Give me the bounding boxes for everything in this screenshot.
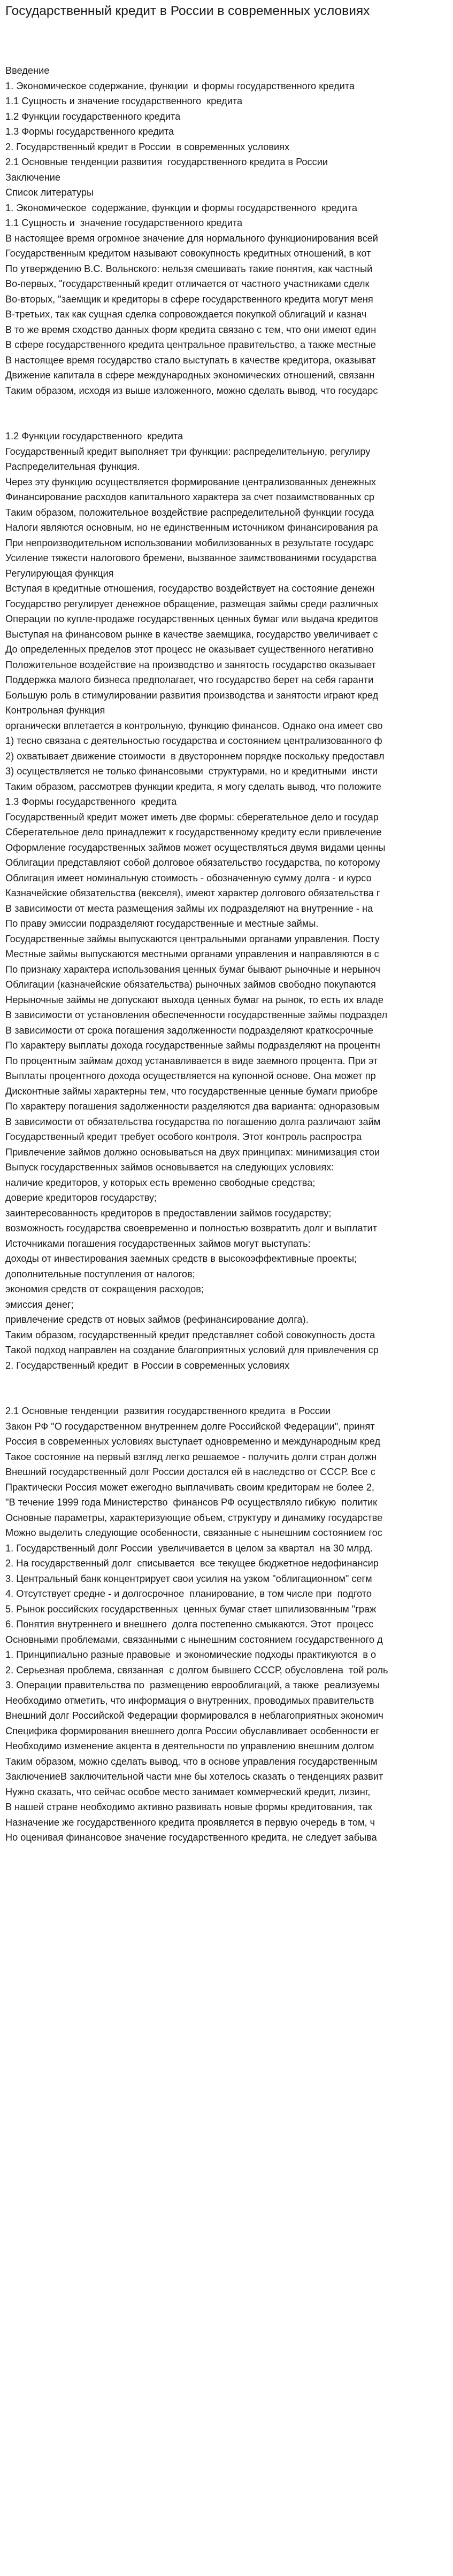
text-line: Основные параметры, характеризующие объем, структуру и динамику государстве [5,1512,383,1523]
blank-line [5,414,453,429]
text-line: Таким образом, исходя из выше изложенного, можно сделать вывод, что государс [5,385,378,396]
text-line: 2.1 Основные тенденции развития государственного кредита в России [5,1406,331,1416]
text-line: Распределительная функция. [5,461,140,472]
blank-line [5,1373,453,1388]
text-line: Операции по купле-продаже государственных ценных бумаг или выдача кредитов [5,614,378,624]
text-line: Такое состояние на первый взгляд легко решаемое - получить долги стран должн [5,1451,377,1462]
text-line: Во-первых, "государственный кредит отличается от частного участниками сделк [5,278,370,289]
text-line: Внешний долг Российской Федерации формировался в неблагоприятных экономич [5,1710,383,1721]
text-line: Государственные займы выпускаются центральными органами управления. Посту [5,933,380,944]
text-line: По признаку характера использования ценных бумаг бывают рыночные и нерыноч [5,964,380,975]
text-line: Необходимо отметить, что информация о внутренних, проводимых правительств [5,1695,374,1706]
text-line: Россия в современных условиях выступает одновременно и международным кред [5,1436,381,1447]
text-line: Необходимо изменение акцента в деятельности по управлению внешним долгом [5,1741,374,1751]
text-line: Заключение [5,172,61,183]
text-line: Назначение же государственного кредита проявляется в первую очередь в том, ч [5,1817,375,1828]
text-line: 3) осуществляется не только финансовыми структурами, но и кредитными инсти [5,766,378,777]
text-line: В зависимости от срока погашения задолженности подразделяют краткосрочные [5,1025,373,1036]
text-line: Такой подход направлен на создание благоприятных условий для привлечения ср [5,1345,379,1355]
text-line: 1. Экономическое содержание, функции и формы государственного кредита [5,80,355,91]
document-title: Государственный кредит в России в современных условиях [5,4,370,18]
text-line: 5. Рынок российских государственных ценных бумаг стает шпилизованным "граж [5,1603,377,1615]
text-line: Облигации представляют собой долговое обязательство государства, по которому [5,857,380,868]
text-line: В сфере государственного кредита центральное правительство, а также местные [5,339,376,350]
text-line: Выплаты процентного дохода осуществляется на купонной основе. Она может пр [5,1070,376,1081]
text-line: 2. Серьезная проблема, связанная с долгом бывшего СССР, обусловлена той роль [5,1664,388,1675]
text-line: Выпуск государственных займов основывается на следующих условиях: [5,1162,334,1173]
text-line: По характеру выплаты дохода государственные займы подразделяют на процентн [5,1040,380,1051]
text-line: "В течение 1999 года Министерство финансов РФ осуществляло гибкую политик [5,1497,378,1508]
text-line: Список литературы [5,187,94,198]
text-line: В настоящее время огромное значение для нормального функционирования всей [5,232,378,244]
document-body [5,63,453,1845]
text-line: Облигации (казначейские обязательства) рыночных займов свободно покупаются [5,979,376,990]
text-line: привлечение средств от новых займов (рефинансирование долга). [5,1314,309,1325]
text-line: Специфика формирования внешнего долга России обуславливает особенности ег [5,1725,380,1736]
text-line: Таким образом, можно сделать вывод, что в основе управления государственным [5,1756,378,1767]
text-line: Большую роль в стимулировании развития производства и занятости играют кред [5,689,379,701]
text-line: Поддержка малого бизнеса предполагает, что государство берет на себя гаранти [5,674,374,685]
text-line: 2. Государственный кредит в России в современных условиях [5,141,290,152]
text-line: Выступая на финансовом рынке в качестве заемщика, государство увеличивает с [5,629,378,640]
text-line: ЗаключениеВ заключительной части мне бы хотелось сказать о тенденциях развит [5,1771,383,1782]
text-line: 1. Принципиально разные правовые и экономические подходы практикуются в о [5,1649,377,1660]
text-line: 1.2 Функции государственного кредита [5,431,183,441]
text-line: Налоги являются основным, но не единственным источником финансирования ра [5,522,378,533]
text-line: По процентным займам доход устанавливается в виде заемного процента. При эт [5,1055,378,1066]
text-line: Государственный кредит может иметь две формы: сберегательное дело и государ [5,811,379,823]
text-line: Дисконтные займы характерны тем, что государственные ценные бумаги приобре [5,1085,378,1097]
text-line: 2) охватывает движение стоимости в двустороннем порядке поскольку предоставл [5,750,385,762]
text-line: Источниками погашения государственных займов могут выступать: [5,1238,311,1249]
text-line: Можно выделить следующие особенности, связанные с нынешним состоянием гос [5,1527,382,1538]
text-line: 1. Экономическое содержание, функции и формы государственного кредита [5,202,358,213]
text-line: доверие кредиторов государству; [5,1192,157,1203]
text-line: 1.2 Функции государственного кредита [5,111,181,122]
text-line: 1.3 Формы государственного кредита [5,796,177,807]
text-line: Государственный кредит требует особого контроля. Этот контроль распростра [5,1131,362,1142]
text-line: 2. На государственный долг списывается все текущее бюджетное недофинансир [5,1558,379,1569]
blank-line [5,1388,453,1404]
text-line: Нужно сказать, что сейчас особое место занимает коммерческий кредит, лизинг, [5,1786,371,1797]
text-line: При непроизводительном использовании мобилизованных в результате государс [5,537,374,548]
text-line: Оформление государственных займов может осуществляться двумя видами ценны [5,842,386,853]
text-line: Регулирующая функция [5,568,114,579]
text-line: Вступая в кредитные отношения, государство воздействует на состояние денежн [5,583,375,594]
text-line: 1. Государственный долг России увеличивается в целом за квартал на 30 млрд. [5,1542,373,1554]
text-line: Усиление тяжести налогового бремени, вызванное заимствованиями государства [5,553,377,563]
text-line: 1.1 Сущность и значение государственного кредита [5,218,243,228]
text-line: Введение [5,65,50,76]
text-line: В зависимости от обязательства государства по погашению долга различают займ [5,1116,381,1127]
text-line: Положительное воздействие на производство и занятость государство оказывает [5,659,376,670]
text-line: 1.1 Сущность и значение государственного кредита [5,96,243,106]
text-line: По характеру погашения задолженности разделяются два варианта: одноразовым [5,1101,380,1112]
text-line: 3. Операции правительства по размещению еврооблигаций, а также реализуемы [5,1680,380,1690]
text-line: Через эту функцию осуществляется формирование централизованных денежных [5,476,377,487]
text-line: Местные займы выпускаются местными органами управления и направляются в с [5,949,379,959]
text-line: Таким образом, положительное воздействие распределительной функции госуда [5,507,374,518]
text-line: Контрольная функция [5,705,105,716]
text-line: Таким образом, государственный кредит представляет собой совокупность доста [5,1329,375,1340]
text-line: Государство регулирует денежное обращение, размещая займы среди различных [5,598,379,609]
text-line: Таким образом, рассмотрев функции кредита, я могу сделать вывод, что положите [5,781,381,792]
text-line: заинтересованность кредиторов в предоставлении займов государству; [5,1207,332,1219]
text-line: Внешний государственный долг России достался ей в наследство от СССР. Все с [5,1467,375,1477]
text-line: 3. Центральный банк концентрирует свои усилия на узком "облигационном" сегм [5,1573,372,1584]
text-line: Но оценивая финансовое значение государственного кредита, не следует забыва [5,1832,377,1843]
text-line: наличие кредиторов, у которых есть временно свободные средства; [5,1177,316,1188]
text-line: Облигация имеет номинальную стоимость - обозначенную сумму долга - и курсо [5,872,372,883]
text-line: По праву эмиссии подразделяют государственные и местные займы. [5,918,319,929]
text-line: В то же время сходство данных форм кредита связано с тем, что они имеют един [5,324,377,335]
text-line: Основными проблемами, связанными с нынешним состоянием государственного д [5,1634,383,1645]
text-line: доходы от инвестирования заемных средств в высокоэффективные проекты; [5,1253,357,1264]
text-line: экономия средств от сокращения расходов; [5,1284,204,1294]
text-line: В нашей стране необходимо активно развивать новые формы кредитования, так [5,1802,372,1812]
text-line: возможность государства своевременно и полностью возвратить долг и выплатит [5,1223,378,1233]
text-line: дополнительные поступления от налогов; [5,1268,195,1279]
text-line: Закон РФ "О государственном внутреннем долге Российской Федерации", принят [5,1421,375,1432]
text-line: До определенных пределов этот процесс не оказывает существенного негативно [5,644,374,655]
text-line: По утверждению В.С. Вольнского: нельзя смешивать такие понятия, как частный [5,263,373,274]
text-line: Государственным кредитом называют совокупность кредитных отношений, в кот [5,248,371,259]
text-line: органически вплетается в контрольную, функцию финансов. Однако она имеет сво [5,720,383,731]
text-line: Движение капитала в сфере международных экономических отношений, связанн [5,370,375,381]
text-line: Финансирование расходов капитального характера за счет позаимствованных ср [5,492,375,502]
text-line: В настоящее время государство стало выступать в качестве кредитора, оказыват [5,354,376,366]
text-line: Привлечение займов должно основываться на двух принципах: минимизация стои [5,1146,380,1158]
text-line: 2. Государственный кредит в России в современных условиях [5,1360,290,1371]
text-line: 6. Понятия внутреннего и внешнего долга постепенно смыкаются. Этот процесс [5,1619,374,1630]
text-line: Практически Россия может ежегодно выплачивать своим кредиторам не более 2, [5,1481,374,1493]
text-line: Во-вторых, "заемщик и кредиторы в сфере государственного кредита могут меня [5,293,373,305]
text-line: 2.1 Основные тенденции развития государственного кредита в России [5,157,328,167]
text-line: В зависимости от места размещения займы их подразделяют на внутренние - на [5,903,373,914]
text-line: Казначейские обязательства (векселя), имеют характер долгового обязательства г [5,888,380,898]
text-line: 1) тесно связана с деятельностью государства и состоянием централизованного ф [5,735,382,746]
blank-line [5,398,453,414]
text-line: 4. Отсутствует средне - и долгосрочное планирование, в том числе при подгото [5,1588,372,1599]
text-line: В зависимости от установления обеспеченности государственные займы подраздел [5,1010,388,1020]
text-line: Государственный кредит выполняет три функции: распределительную, регулиру [5,446,371,457]
text-line: эмиссия денег; [5,1299,74,1310]
text-line: Сберегательное дело принадлежит к государственному кредиту если привлечение [5,827,382,837]
text-line: 1.3 Формы государственного кредита [5,126,174,137]
text-line: Нерыночные займы не допускают выхода ценных бумаг на рынок, то есть их владе [5,994,384,1005]
text-line: В-третьих, так как сущная сделка сопровождается покупкой облигаций и казнач [5,309,367,320]
